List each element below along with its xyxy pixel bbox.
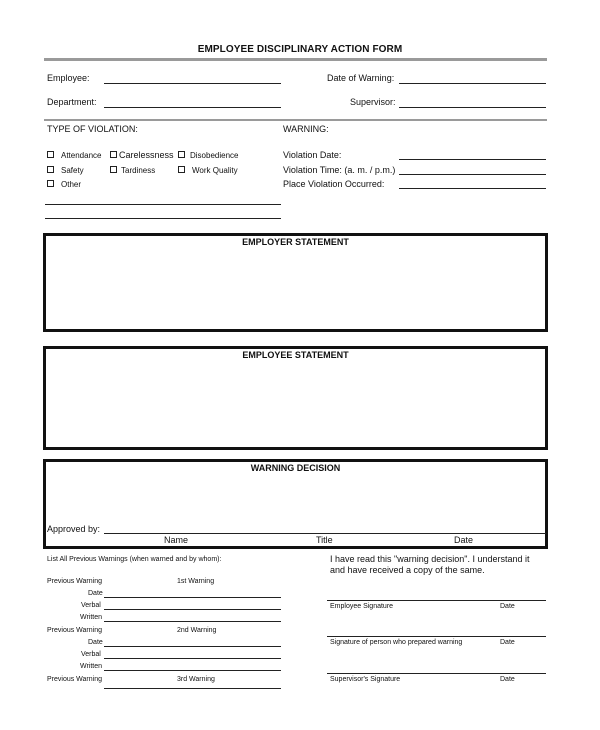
approved-title-label: Title [316, 535, 333, 545]
department-field[interactable] [104, 107, 281, 108]
employee-signature-date-label: Date [500, 603, 515, 610]
employee-label: Employee: [47, 73, 90, 83]
safety-label: Safety [61, 166, 84, 175]
written-label-1: Written [80, 614, 103, 621]
preparer-signature-date-label: Date [500, 639, 515, 646]
previous-warning-label-3: Previous Warning [47, 676, 102, 683]
violation-time-label: Violation Time: (a. m. / p.m.) [283, 165, 396, 175]
warning-number-1: 1st Warning [177, 578, 215, 585]
employee-signature-label: Employee Signature [330, 603, 394, 610]
violation-date-field[interactable] [399, 159, 546, 160]
supervisor-signature-label: Supervisor's Signature [330, 676, 401, 683]
date-of-warning-field[interactable] [399, 83, 546, 84]
violation-time-field[interactable] [399, 174, 546, 175]
employee-statement-box[interactable] [43, 346, 548, 450]
other-line-2[interactable] [45, 218, 281, 219]
supervisor-signature-date-label: Date [500, 676, 515, 683]
employee-field[interactable] [104, 83, 281, 84]
verbal-field-1[interactable] [104, 609, 281, 610]
other-line-1[interactable] [45, 204, 281, 205]
place-field[interactable] [399, 188, 546, 189]
written-field-1[interactable] [104, 621, 281, 622]
carelessness-label: Carelessness [119, 150, 174, 160]
department-label: Department: [47, 97, 97, 107]
other-checkbox[interactable] [47, 180, 54, 187]
written-field-2[interactable] [104, 670, 281, 671]
date-of-warning-label: Date of Warning: [327, 73, 395, 83]
previous-warning-label-2: Previous Warning [47, 627, 102, 634]
preparer-signature-field[interactable] [327, 636, 546, 637]
previous-warning-label-1: Previous Warning [47, 578, 102, 585]
attendance-checkbox[interactable] [47, 151, 54, 158]
date-field-1[interactable] [104, 597, 281, 598]
approved-by-label: Approved by: [47, 524, 101, 534]
tardiness-label: Tardiness [121, 166, 156, 175]
warning-decision-title: WARNING DECISION [250, 463, 341, 473]
warning-heading: WARNING: [283, 124, 329, 134]
approved-name-label: Name [164, 535, 189, 545]
disobedience-checkbox[interactable] [178, 151, 185, 158]
supervisor-field[interactable] [399, 107, 546, 108]
preparer-signature-label: Signature of person who prepared warning [330, 639, 463, 646]
supervisor-signature-field[interactable] [327, 673, 546, 674]
other-label: Other [61, 180, 82, 189]
warning-number-3: 3rd Warning [177, 676, 215, 683]
employee-signature-field[interactable] [327, 600, 546, 601]
safety-checkbox[interactable] [47, 166, 54, 173]
employee-statement-title: EMPLOYEE STATEMENT [242, 350, 349, 360]
place-label: Place Violation Occurred: [283, 179, 385, 189]
violation-heading: TYPE OF VIOLATION: [47, 124, 138, 134]
previous-warning-field-3[interactable] [104, 688, 281, 689]
title-rule [44, 58, 547, 61]
verbal-label-2: Verbal [81, 651, 101, 658]
violation-date-label: Violation Date: [283, 150, 342, 160]
supervisor-label: Supervisor: [350, 97, 396, 107]
tardiness-checkbox[interactable] [110, 166, 117, 173]
work-quality-label: Work Quality [192, 166, 238, 175]
carelessness-checkbox[interactable] [110, 151, 117, 158]
header-rule [44, 119, 547, 121]
approved-date-label: Date [454, 535, 474, 545]
acknowledgement-line-2: and have received a copy of the same. [330, 565, 485, 575]
disobedience-label: Disobedience [190, 151, 239, 160]
previous-warnings-heading: List All Previous Warnings (when warned and by whom): [47, 556, 222, 563]
date-field-2[interactable] [104, 646, 281, 647]
form-title: EMPLOYEE DISCIPLINARY ACTION FORM [197, 44, 403, 55]
work-quality-checkbox[interactable] [178, 166, 185, 173]
acknowledgement-line-1: I have read this "warning decision". I understand it [330, 554, 530, 564]
attendance-label: Attendance [61, 151, 102, 160]
date-label-2: Date [88, 639, 103, 646]
warning-number-2: 2nd Warning [177, 627, 217, 634]
employer-statement-box[interactable] [43, 233, 548, 332]
verbal-label-1: Verbal [81, 602, 101, 609]
approved-by-field[interactable] [104, 533, 546, 534]
written-label-2: Written [80, 663, 103, 670]
employer-statement-title: EMPLOYER STATEMENT [242, 237, 349, 247]
verbal-field-2[interactable] [104, 658, 281, 659]
date-label-1: Date [88, 590, 103, 597]
